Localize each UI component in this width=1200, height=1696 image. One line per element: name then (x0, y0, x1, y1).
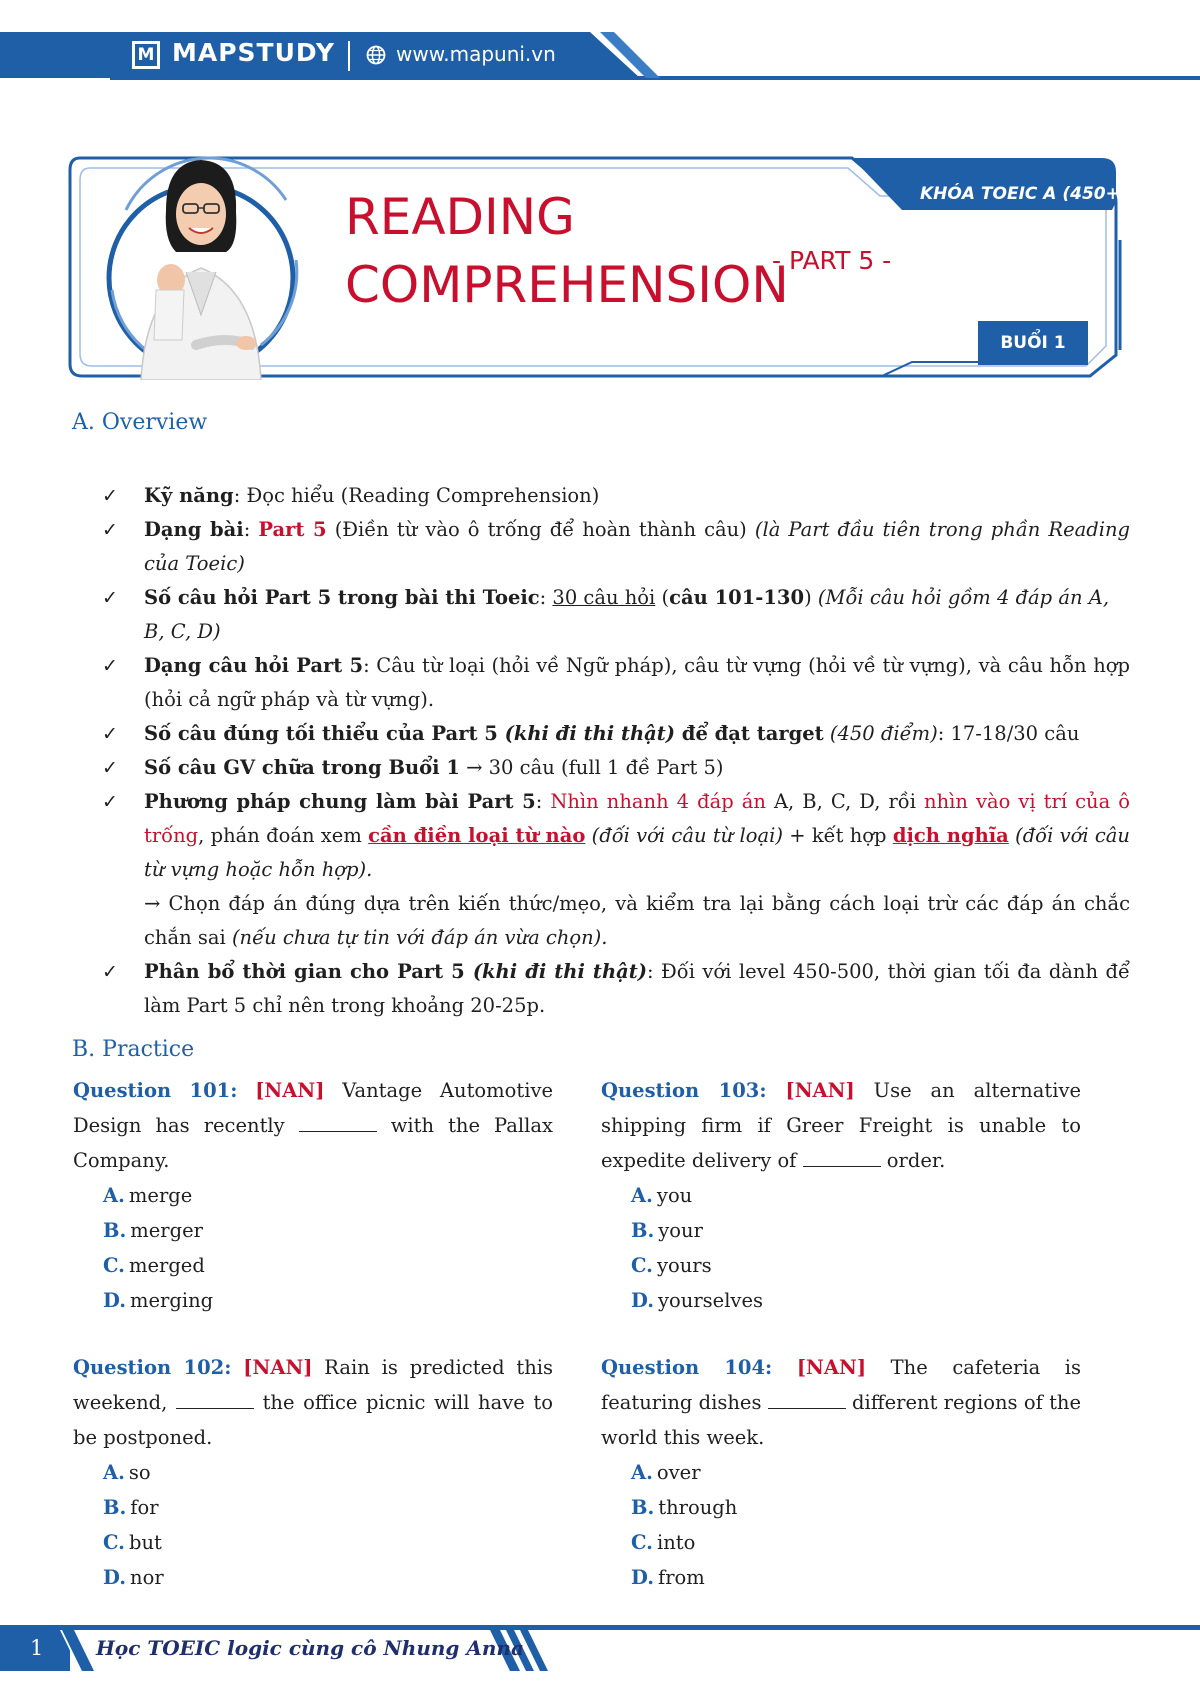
overview-list (96, 479, 1130, 1023)
list-item (96, 513, 1130, 581)
option-text: merged (128, 1254, 205, 1277)
option-d[interactable] (103, 1560, 553, 1595)
page-number: 1 (30, 1636, 44, 1660)
list-item (96, 955, 1130, 1023)
options-list (73, 1455, 553, 1595)
check-icon: ✓ (102, 791, 118, 813)
option-text: merge (128, 1184, 193, 1207)
item-note: (là Part đầu tiên trong phần Reading của Toeic) (144, 518, 1130, 575)
answer-blank (176, 1394, 254, 1409)
list-item (96, 581, 1130, 649)
option-text: merging (130, 1289, 214, 1312)
option-a[interactable] (103, 1178, 553, 1213)
check-icon: ✓ (102, 757, 118, 779)
item-red-text: nhìn vào vị trí của ô trống (144, 790, 1130, 847)
option-text: you (656, 1184, 693, 1207)
options-list (73, 1178, 553, 1318)
item-label: Dạng câu hỏi Part 5 (144, 654, 364, 677)
option-text: merger (130, 1219, 203, 1242)
item-note: (đối với câu từ loại) (585, 824, 783, 847)
check-icon: ✓ (102, 485, 118, 507)
check-icon: ✓ (102, 587, 118, 609)
option-b[interactable] (631, 1490, 1081, 1525)
option-letter: D. (103, 1566, 127, 1589)
option-letter: A. (103, 1461, 125, 1484)
question-tag: [NAN] (255, 1079, 325, 1102)
check-icon: ✓ (102, 723, 118, 745)
item-sub-text: → Chọn đáp án đúng dựa trên kiến thức/mẹo, và kiểm tra lại bằng cách loại trừ các đáp án chắc chắn sai (144, 892, 1130, 949)
item-label-italic: (khi đi thi thật) (472, 960, 647, 983)
list-item (96, 785, 1130, 955)
option-text: over (656, 1461, 701, 1484)
item-label-tail: để đạt target (675, 722, 824, 745)
item-red-text: Nhìn nhanh 4 đáp án (550, 790, 766, 813)
item-note: (Mỗi câu hỏi gồm 4 đáp án A, B, C, D) (144, 586, 1110, 643)
item-text: : Câu từ loại (hỏi về Ngữ pháp), câu từ vựng (hỏi về từ vựng), và câu hỗn hợp (hỏi cả ngữ pháp và từ vựng). (144, 654, 1130, 711)
question-tag: [NAN] (243, 1356, 313, 1379)
option-letter: D. (631, 1289, 655, 1312)
item-highlight: Part 5 (258, 518, 327, 541)
option-a[interactable] (103, 1455, 553, 1490)
option-c[interactable] (103, 1248, 553, 1283)
item-text: A, B, C, D, rồi (765, 790, 925, 813)
brand-name: MAPSTUDY (172, 38, 335, 67)
item-label: Dạng bài (144, 518, 244, 541)
option-text: from (658, 1566, 705, 1589)
logo-icon: M (132, 41, 160, 69)
overview-heading: A. Overview (72, 410, 208, 435)
option-letter: C. (103, 1254, 125, 1277)
option-text: so (128, 1461, 151, 1484)
item-note: (đối với câu từ vựng hoặc hỗn hợp). (144, 824, 1130, 881)
option-text: yourselves (658, 1289, 763, 1312)
option-d[interactable] (103, 1283, 553, 1318)
item-text: (Điền từ vào ô trống để hoàn thành câu) (326, 518, 755, 541)
option-d[interactable] (631, 1283, 1081, 1318)
item-text: : 17-18/30 câu (937, 722, 1080, 745)
option-text: through (658, 1496, 738, 1519)
teacher-portrait (86, 140, 316, 380)
item-note: (450 điểm) (823, 722, 938, 745)
question-stem (73, 1073, 553, 1178)
stem-after: order. (880, 1149, 946, 1172)
stem-before: The cafeteria is featuring dishes (601, 1356, 1082, 1414)
option-text: for (130, 1496, 159, 1519)
item-underlined: 30 câu hỏi (552, 586, 656, 609)
check-icon: ✓ (102, 519, 118, 541)
check-icon: ✓ (102, 655, 118, 677)
banner-title-line2: COMPREHENSION (345, 256, 789, 314)
item-key-phrase: dịch nghĩa (892, 824, 1009, 847)
item-text: + kết hợp (782, 824, 893, 847)
list-item (96, 479, 1130, 513)
item-label: Phương pháp chung làm bài Part 5 (144, 790, 536, 813)
option-a[interactable] (631, 1178, 1081, 1213)
item-label: Số câu hỏi Part 5 trong bài thi Toeic (144, 586, 540, 609)
option-a[interactable] (631, 1455, 1081, 1490)
option-text: nor (130, 1566, 164, 1589)
option-b[interactable] (631, 1213, 1081, 1248)
item-subline (144, 887, 1130, 955)
option-letter: B. (631, 1219, 655, 1242)
item-label: Kỹ năng (144, 484, 234, 507)
answer-blank (803, 1152, 881, 1167)
stem-before: Rain is predicted this weekend, (73, 1356, 553, 1414)
item-label: Phân bổ thời gian cho Part 5 (144, 960, 473, 983)
question-104 (601, 1350, 1081, 1595)
item-separator: : (243, 518, 259, 541)
stem-after: the office picnic will have to be postponed. (73, 1391, 553, 1449)
item-range: câu 101-130 (669, 586, 805, 609)
question-number: Question 103: (601, 1079, 767, 1102)
question-number: Question 101: (73, 1079, 238, 1102)
question-number: Question 102: (73, 1356, 232, 1379)
question-number: Question 104: (601, 1356, 773, 1379)
option-letter: C. (103, 1531, 125, 1554)
option-letter: A. (631, 1461, 653, 1484)
course-badge: KHÓA TOEIC A (450+) (920, 184, 1128, 204)
option-text: yours (656, 1254, 712, 1277)
banner-part-label: - PART 5 - (772, 246, 892, 275)
item-label-italic: (khi đi thi thật) (504, 722, 676, 745)
stem-after: different regions of the world this week. (601, 1391, 1081, 1449)
stem-before: Vantage Automotive Design has recently (73, 1079, 554, 1137)
options-list (601, 1178, 1081, 1318)
globe-icon (366, 45, 386, 65)
option-letter: B. (631, 1496, 655, 1519)
option-letter: D. (103, 1289, 127, 1312)
answer-blank (299, 1117, 377, 1132)
header-separator (348, 41, 350, 71)
option-letter: B. (103, 1219, 127, 1242)
list-item (96, 717, 1130, 751)
item-paren: ) (804, 586, 818, 609)
item-text: : Đối với level 450-500, thời gian tối đa dành để làm Part 5 chỉ nên trong khoảng 20-25p. (144, 960, 1130, 1017)
item-text: , phán đoán xem (198, 824, 369, 847)
options-list (601, 1455, 1081, 1595)
website-link[interactable]: www.mapuni.vn (396, 42, 556, 66)
option-b[interactable] (103, 1490, 553, 1525)
question-101 (73, 1073, 553, 1318)
item-label: Số câu đúng tối thiểu của Part 5 (144, 722, 505, 745)
option-letter: D. (631, 1566, 655, 1589)
question-tag: [NAN] (785, 1079, 855, 1102)
question-stem (601, 1073, 1081, 1178)
option-c[interactable] (631, 1525, 1081, 1560)
stem-before: Use an alternative shipping firm if Greer Freight is unable to expedite delivery of (601, 1079, 1082, 1172)
check-icon: ✓ (102, 961, 118, 983)
option-letter: A. (103, 1184, 125, 1207)
item-separator: : (535, 790, 551, 813)
option-letter: A. (631, 1184, 653, 1207)
option-letter: C. (631, 1531, 653, 1554)
question-102 (73, 1350, 553, 1595)
option-text: your (658, 1219, 703, 1242)
footer-slogan: Học TOEIC logic cùng cô Nhung Anna (96, 1636, 524, 1660)
option-text: into (656, 1531, 696, 1554)
item-key-phrase: cần điền loại từ nào (368, 824, 586, 847)
list-item (96, 751, 1130, 785)
banner-title-line1: READING (345, 188, 575, 246)
stem-after: with the Pallax Company. (73, 1114, 553, 1172)
option-letter: C. (631, 1254, 653, 1277)
question-103 (601, 1073, 1081, 1318)
option-c[interactable] (631, 1248, 1081, 1283)
item-note: (nếu chưa tự tin với đáp án vừa chọn). (231, 926, 608, 949)
item-label: Số câu GV chữa trong Buổi 1 (144, 756, 460, 779)
question-stem (601, 1350, 1081, 1455)
option-d[interactable] (631, 1560, 1081, 1595)
option-letter: B. (103, 1496, 127, 1519)
item-paren: ( (655, 586, 670, 609)
item-separator: : (539, 586, 553, 609)
option-c[interactable] (103, 1525, 553, 1560)
item-text: → 30 câu (full 1 đề Part 5) (459, 756, 724, 779)
session-badge: BUỔI 1 (978, 321, 1088, 365)
question-stem (73, 1350, 553, 1455)
practice-heading: B. Practice (72, 1037, 195, 1062)
answer-blank (768, 1394, 846, 1409)
question-tag: [NAN] (796, 1356, 867, 1379)
list-item (96, 649, 1130, 717)
option-b[interactable] (103, 1213, 553, 1248)
item-text: : Đọc hiểu (Reading Comprehension) (233, 484, 600, 507)
option-text: but (128, 1531, 162, 1554)
